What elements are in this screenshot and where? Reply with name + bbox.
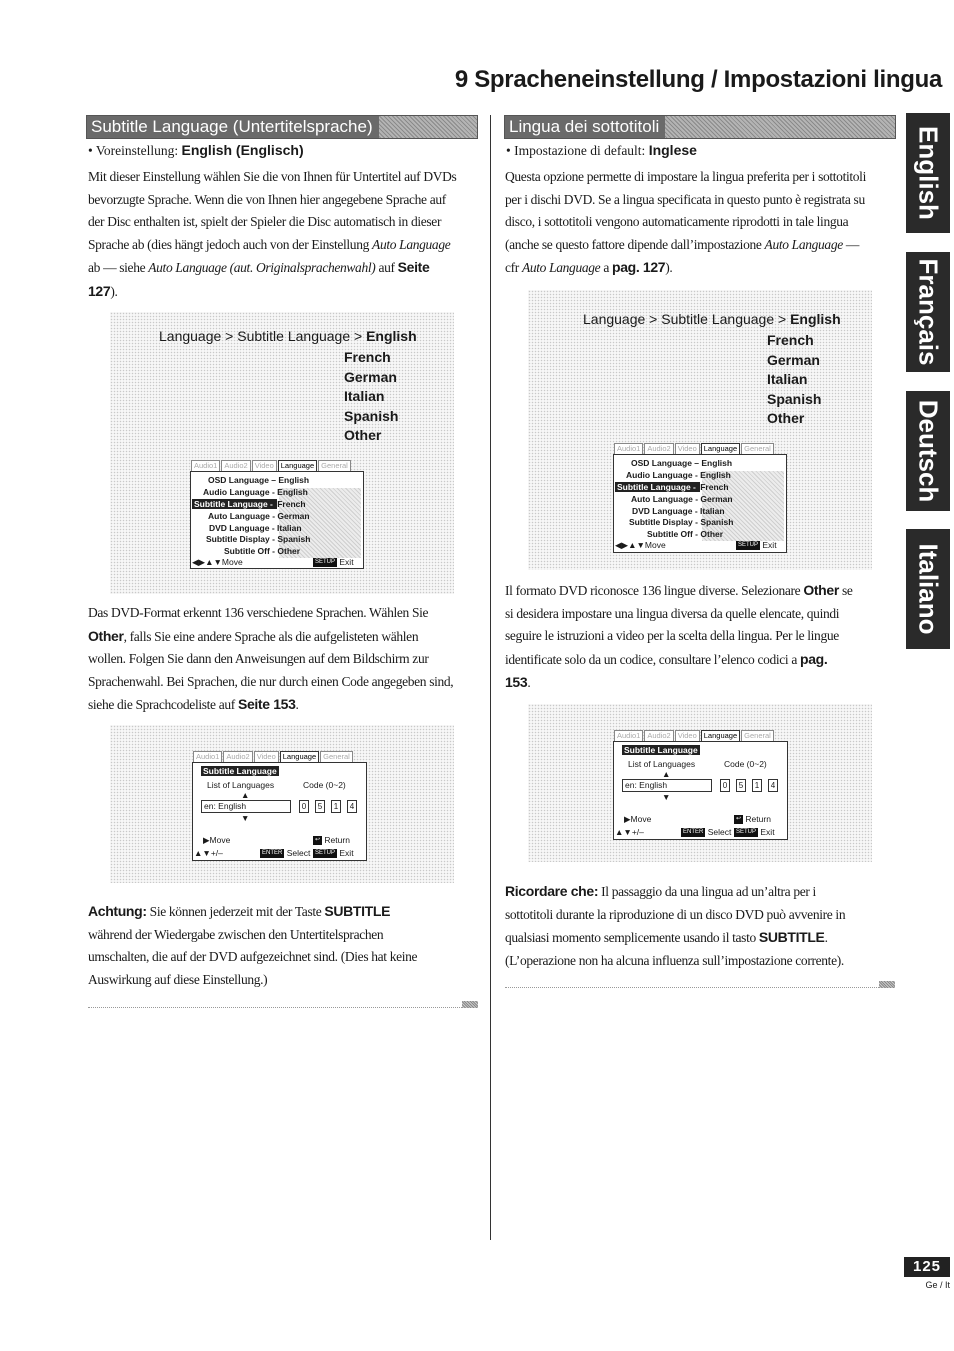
section-end-mark	[462, 1001, 478, 1008]
option-german: German	[344, 368, 397, 385]
intro-paragraph-it: Questa opzione permette di impostare la lingua preferita per i sottotitoli per i dischi DVD. Se a lingua specificata in questo punto è registrata su disco, i sottotitoli vengono automaticamente riprodotti in tale lingua (anche se questo fattore dipende dall’impostazione Auto Language — cfr Auto Language a pag. 127).	[505, 169, 866, 276]
side-tab-deutsch[interactable]: Deutsch	[906, 391, 950, 511]
arrow-keys-icon: ◀▶▲▼	[615, 540, 645, 550]
language-options	[344, 348, 398, 446]
section-title-bar	[86, 115, 478, 139]
default-setting-it: • Impostazione di default: Inglese	[506, 142, 697, 158]
default-setting: • Voreinstellung: English (Englisch)	[88, 142, 304, 158]
code-figure-it	[528, 704, 872, 862]
menu-figure-it	[528, 290, 872, 570]
code-figure	[110, 725, 454, 883]
section-title: Subtitle Language (Untertitelsprache)	[87, 116, 379, 138]
column-divider	[490, 115, 491, 1240]
menu-path-it: Language > Subtitle Language > English	[583, 311, 841, 327]
section-title-bar-it	[504, 115, 896, 139]
section-end-line	[88, 1007, 462, 1008]
side-tab-english[interactable]: English	[906, 113, 950, 233]
intro-paragraph: Mit dieser Einstellung wählen Sie die von Ihnen für Untertitel auf DVDs bevorzugte Sprache. Wenn die von Ihnen hier angegebene Sprache auf der Disc enthalten ist, spielt der Spieler die Disc automatisch in dieser Sprache ab (dies hängt jedoch auch von der Einstellung Auto Language ab — siehe Auto Language (aut. Originalsprachenwahl) auf Seite 127).	[88, 169, 457, 299]
return-key-icon: ↩	[315, 837, 321, 844]
enter-key-icon: ENTER	[262, 850, 283, 857]
updown-arrow-icon: ▲▼	[194, 848, 211, 858]
other-paragraph: Das DVD-Format erkennt 136 verschiedene Sprachen. Wählen Sie Other, falls Sie eine andere Sprache als die aufgelisteten wählen wollen. Folgen Sie dann den Anweisungen auf dem Bildschirm zur Sprachenwahl. Bei Sprachen, die nur durch einen Code angegeben sind, siehe die Sprachcodeliste auf Seite 153.	[88, 605, 454, 713]
right-arrow-icon: ▶	[624, 814, 631, 824]
page-number: 125	[904, 1257, 950, 1277]
option-italian: Italian	[344, 388, 385, 404]
option-other: Other	[344, 427, 382, 443]
note-paragraph: Achtung: Sie können jederzeit mit der Taste SUBTITLE während der Wiedergabe zwischen den Untertitelsprachen umschalten, die auf der DVD aufgezeichnet sind. (Dies hat keine Auswirkung auf diese Einstellung.)	[88, 903, 418, 987]
code-screen-it: Audio1 Audio2 Video Language General Subtitle Language List of Languages Code (0~2) ▲ en: English 0 5 1 4 ▼ ▶Move ↩ Return ▲▼+/– ENTER Select SETUP Exit	[613, 741, 788, 840]
section-end-line-it	[505, 987, 879, 988]
option-spanish: Spanish	[344, 407, 399, 424]
side-tab-italiano[interactable]: Italiano	[906, 529, 950, 649]
side-tab-francais[interactable]: Français	[906, 252, 950, 372]
up-arrow-icon: ▲	[662, 769, 671, 779]
language-field[interactable]: en: English	[201, 800, 291, 813]
osd-screen: Audio1 Audio2 Video Language General OSD Language – English Audio Language - English Subtitle Language - French Auto Language - German DVD Language - Italian Subtitle Display - Spanish Subtitle Off - Other ◀▶▲▼Move SETUP Exit	[190, 471, 364, 569]
section-title-it: Lingua dei sottotitoli	[505, 116, 665, 138]
setup-key-icon: SETUP	[315, 850, 336, 857]
updown-arrow-icon: ▲▼	[615, 827, 632, 837]
right-arrow-icon: ▶	[203, 835, 210, 845]
note-paragraph-it: Ricordare che: Il passaggio da una lingua ad un’altra per i sottotitoli durante la riproduzione di un disco DVD può avvenire in qualsiasi momento semplicemente usando il tasto SUBTITLE. (L’operazione non ha alcuna influenza sull’impostazione corrente).	[505, 883, 846, 968]
menu-path: Language > Subtitle Language > English	[159, 328, 417, 344]
osd-screen-it: Audio1 Audio2 Video Language General OSD Language – English Audio Language - English Subtitle Language - French Auto Language - German DVD Language - Italian Subtitle Display - Spanish Subtitle Off - Other ◀▶▲▼Move SETUP Exit	[613, 454, 787, 553]
chapter-title: 9 Spracheneinstellung / Impostazioni lingua	[454, 66, 942, 93]
setup-key-icon: SETUP	[736, 829, 757, 836]
up-arrow-icon: ▲	[241, 790, 250, 800]
language-field[interactable]: en: English	[622, 779, 712, 792]
arrow-keys-icon: ◀▶▲▼	[192, 557, 222, 567]
osd-tabs: Audio1 Audio2 Video Language General	[191, 460, 352, 471]
other-paragraph-it: Il formato DVD riconosce 136 lingue diverse. Selezionare Other se si desidera impostare una lingua diversa da quelle elencate, quindi seguire le istruzioni a video per la scelta della lingua. Per le lingue identificate solo da un codice, consultare l’elenco codici a pag. 153.	[505, 582, 853, 691]
setup-key-icon: SETUP	[738, 542, 759, 549]
setup-key-icon: SETUP	[315, 559, 336, 566]
option-french: French	[344, 349, 391, 365]
language-options-it: French German Italian Spanish Other	[767, 332, 822, 426]
enter-key-icon: ENTER	[683, 829, 704, 836]
page-language-code: Ge / It	[925, 1280, 950, 1290]
section-end-mark-it	[879, 981, 895, 988]
menu-figure	[110, 312, 454, 594]
return-key-icon: ↩	[736, 816, 742, 823]
down-arrow-icon: ▼	[241, 813, 250, 823]
down-arrow-icon: ▼	[662, 792, 671, 802]
code-screen: Audio1 Audio2 Video Language General Subtitle Language List of Languages Code (0~2) ▲ en: English 0 5 1 4 ▼ ▶Move ↩ Return ▲▼+/– ENTER Select SETUP Exit	[192, 762, 367, 861]
